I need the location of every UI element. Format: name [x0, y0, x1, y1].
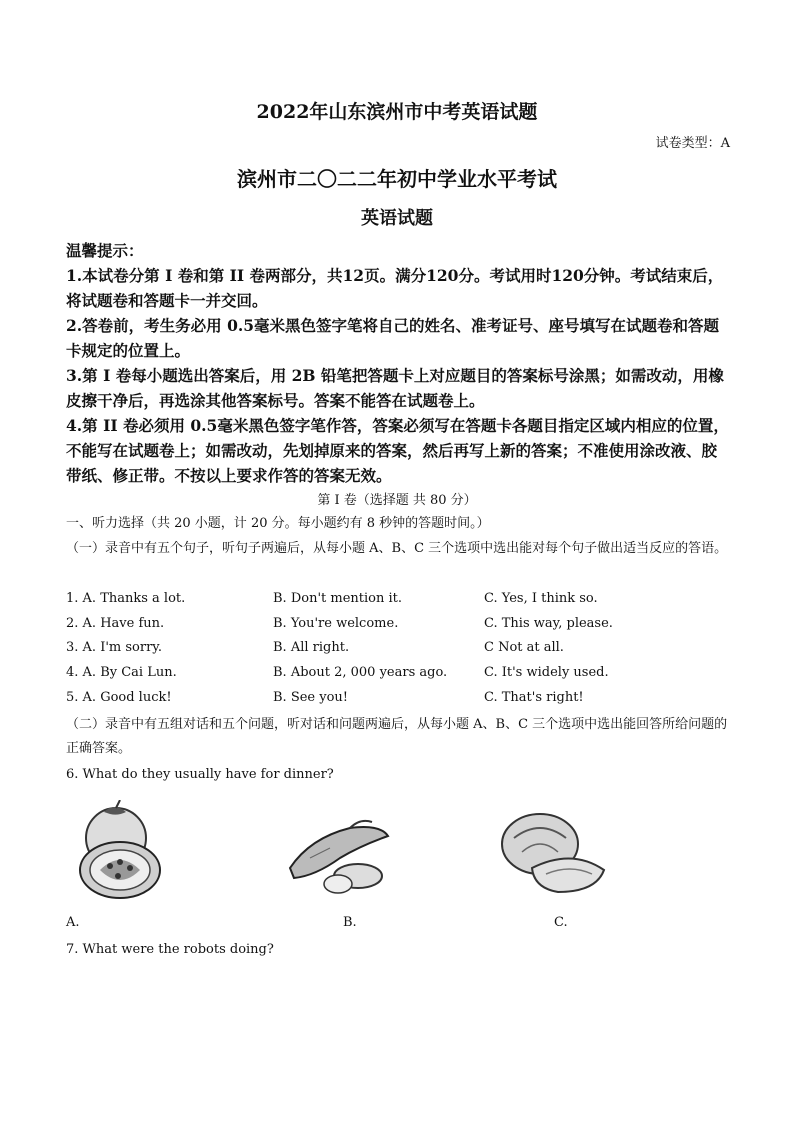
sub1-instructions: （一）录音中有五个句子，听句子两遍后，从每小题 A、B、C 三个选项中选出能对每个句子做出适当反应的答语。 — [66, 541, 728, 556]
q6-option-b-label: B. — [343, 915, 357, 930]
sub2-instructions: （二）录音中有五组对话和五个问题，听对话和问题两遍后，从每小题 A、B、C 三个选项中选出能回答所给问题的正确答案。 — [66, 717, 728, 756]
option-b: B. You're welcome. — [273, 616, 399, 631]
option-c: C Not at all. — [484, 640, 564, 655]
question-row — [66, 591, 732, 611]
section1-heading: 一、听力选择（共 20 小题，计 20 分。每小题约有 8 秒钟的答题时间。） — [66, 516, 490, 531]
paper-type: 试卷类型：A — [655, 136, 730, 151]
option-c: C. That's right! — [484, 690, 584, 705]
tip-item-2: 2.答卷前，考生务必用 0.5毫米黑色签字笔将自己的姓名、准考证号、座号填写在试题卷和答题卡规定的位置上。 — [66, 316, 720, 360]
option-c: C. It's widely used. — [484, 665, 609, 680]
option-c: C. Yes, I think so. — [484, 591, 598, 606]
option-a: 2. A. Have fun. — [66, 616, 165, 631]
tips-label: 温馨提示： — [66, 241, 144, 260]
option-c: C. This way, please. — [484, 616, 613, 631]
cabbage-image — [492, 808, 612, 898]
option-b: B. About 2, 000 years ago. — [273, 665, 448, 680]
tomato-image — [74, 800, 184, 905]
option-b: B. All right. — [273, 640, 350, 655]
question-row — [66, 616, 732, 636]
option-b: B. Don't mention it. — [273, 591, 402, 606]
option-a: 3. A. I'm sorry. — [66, 640, 163, 655]
sweet-potato-image — [280, 818, 400, 898]
tips-block — [66, 238, 732, 488]
option-a: 4. A. By Cai Lun. — [66, 665, 177, 680]
tip-item-4: 4.第 II 卷必须用 0.5毫米黑色签字笔作答，答案必须写在答题卡各题目指定区域内相应的位置，不能写在试题卷上；如需改动，先划掉原来的答案，然后再写上新的答案；不准使用涂改液、胶带纸、修正带。不按以上要求作答的答案无效。 — [66, 416, 729, 485]
option-b: B. See you! — [273, 690, 349, 705]
question-row — [66, 690, 732, 710]
question-row — [66, 665, 732, 685]
main-title: 2022年山东滨州市中考英语试题 — [256, 101, 538, 123]
exam-title: 滨州市二〇二二年初中学业水平考试 — [237, 167, 557, 191]
tip-item-1: 1.本试卷分第 I 卷和第 II 卷两部分，共12页。满分120分。考试用时120分钟。考试结束后，将试题卷和答题卡一并交回。 — [66, 266, 724, 310]
subject-title: 英语试题 — [361, 208, 433, 229]
option-a: 1. A. Thanks a lot. — [66, 591, 186, 606]
q6-option-a-label: A. — [66, 915, 80, 930]
part1-heading: 第 I 卷（选择题 共 80 分） — [317, 493, 477, 508]
question-row — [66, 640, 732, 660]
question-7: 7. What were the robots doing? — [66, 942, 274, 957]
q6-option-c-label: C. — [554, 915, 568, 930]
tip-item-3: 3.第 I 卷每小题选出答案后，用 2B 铅笔把答题卡上对应题目的答案标号涂黑；如需改动，用橡皮擦干净后，再选涂其他答案标号。答案不能答在试题卷上。 — [66, 366, 724, 410]
option-a: 5. A. Good luck! — [66, 690, 172, 705]
question-6: 6. What do they usually have for dinner? — [66, 767, 334, 782]
